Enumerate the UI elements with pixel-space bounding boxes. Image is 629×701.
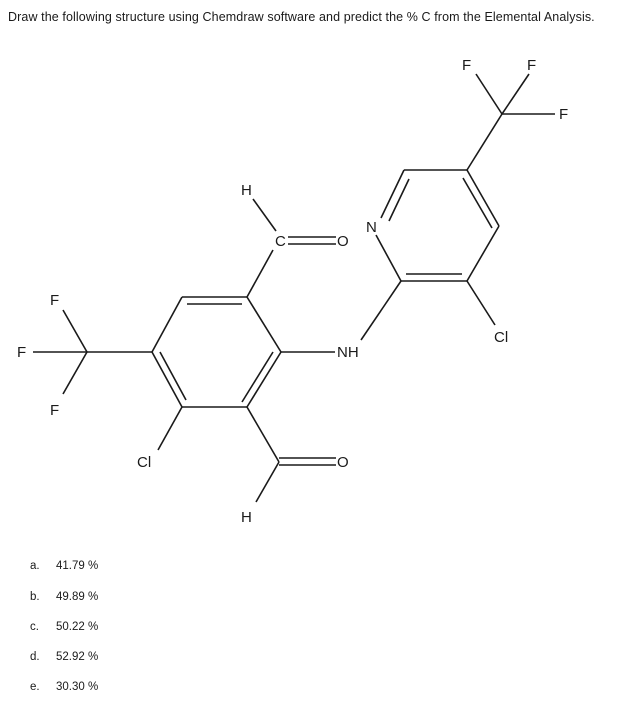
- option-a[interactable]: [30, 560, 98, 572]
- benzene-bond-upper-right: [247, 297, 281, 352]
- benzene-bond-lower-right-inner: [242, 352, 273, 402]
- benzene-bond-lower-left: [152, 352, 182, 407]
- pyridine-bond-n-c-inner: [389, 179, 409, 221]
- label-nh: NH: [337, 344, 359, 361]
- option-value: 50.22 %: [56, 621, 99, 633]
- label-h-bottom: H: [241, 509, 252, 526]
- label-o-top: O: [337, 233, 349, 250]
- pyridine-bond-lower-right: [467, 226, 499, 281]
- option-d[interactable]: [30, 651, 98, 663]
- label-f-left-bottom: F: [50, 402, 60, 419]
- label-f-top-left: F: [462, 57, 472, 74]
- bond-ring-to-cl: [158, 407, 182, 450]
- bond-cf3-left-f-bottom: [63, 352, 87, 394]
- bond-ring-to-aldehyde-top: [247, 250, 273, 297]
- benzene-bond-lower-right: [247, 352, 281, 407]
- label-f-left-middle: F: [17, 344, 27, 361]
- bond-aldehyde-top-c-h: [253, 199, 276, 231]
- label-o-bottom: O: [337, 454, 349, 471]
- option-letter: b.: [30, 591, 40, 603]
- option-letter: d.: [30, 651, 40, 663]
- option-letter: a.: [30, 560, 40, 572]
- bond-cf3-right-f-top-left: [476, 74, 502, 114]
- option-value: 52.92 %: [56, 651, 99, 663]
- option-value: 49.89 %: [56, 591, 99, 603]
- benzene-bond-lower-left-inner: [160, 352, 186, 400]
- question-text: Draw the following structure using Chemdraw software and predict the % C from the Elemental Analysis.: [8, 10, 595, 24]
- pyridine-bond-upper-right-inner: [463, 178, 492, 228]
- bond-pyridine-to-cf3: [467, 114, 502, 170]
- option-value: 30.30 %: [56, 681, 99, 693]
- pyridine-bond-n-c: [381, 170, 404, 218]
- bond-cf3-left-f-top: [63, 310, 87, 352]
- bond-cf3-right-f-top-right: [502, 74, 529, 114]
- option-value: 41.79 %: [56, 560, 99, 572]
- label-n-ring: N: [366, 219, 377, 236]
- label-cl-pyridine: Cl: [494, 329, 509, 346]
- label-f-top-right: F: [527, 57, 537, 74]
- pyridine-bond-c-n: [376, 235, 401, 281]
- option-e[interactable]: [30, 681, 98, 693]
- option-letter: e.: [30, 681, 40, 693]
- bond-pyridine-to-cl: [467, 281, 495, 325]
- label-h-top: H: [241, 182, 252, 199]
- bond-nh-to-pyridine: [361, 281, 401, 340]
- label-f-left-top: F: [50, 292, 60, 309]
- label-f-right: F: [559, 106, 569, 123]
- pyridine-bond-upper-right: [467, 170, 499, 226]
- label-c-aldehyde: C: [275, 233, 286, 250]
- option-c[interactable]: [30, 621, 98, 633]
- bond-aldehyde-bottom-c-h: [256, 462, 279, 502]
- option-b[interactable]: [30, 591, 98, 603]
- label-cl-benzene: Cl: [137, 454, 152, 471]
- benzene-bond-upper-left: [152, 297, 182, 352]
- option-letter: c.: [30, 621, 39, 633]
- bond-ring-to-aldehyde-bottom: [247, 407, 279, 462]
